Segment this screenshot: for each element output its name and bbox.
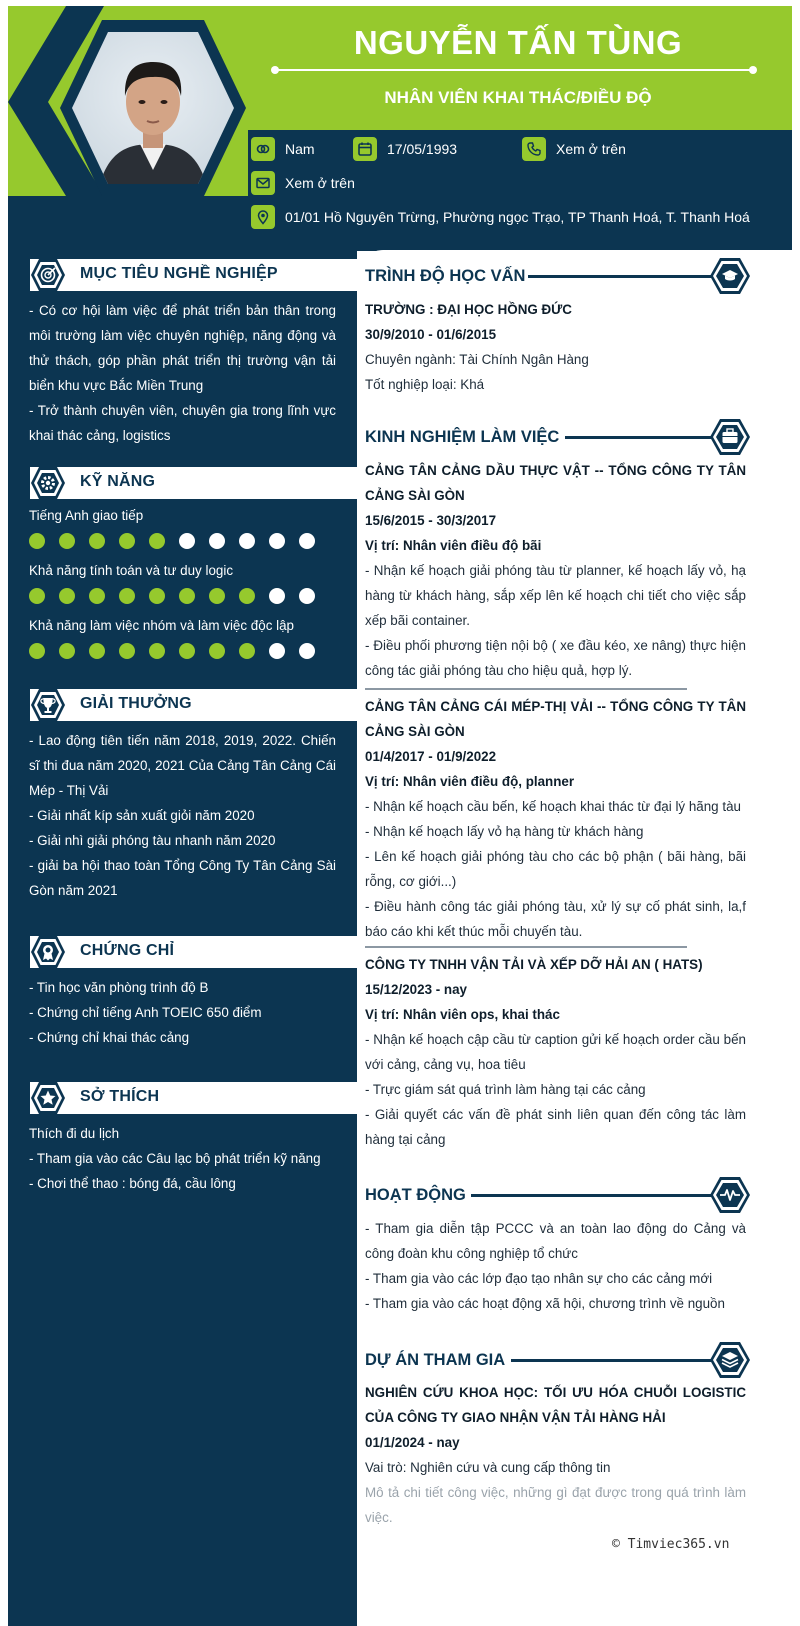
objective-line: - Có cơ hội làm việc để phát triển bản thân trong môi trường làm việc chuyên nghiệp, năng động và thử thách, góp phần phát triển thị trường vận tải biển khu vực Bắc Miền Trung	[29, 303, 336, 393]
job-position: Vị trí: Nhân viên điều độ, planner	[365, 774, 575, 789]
header-rule	[471, 1194, 713, 1197]
project-period: 01/1/2024 - nay	[365, 1435, 460, 1450]
certificate-line: - Chứng chỉ khai thác cảng	[29, 1030, 190, 1045]
skill-label: Tiếng Anh giao tiếp	[29, 508, 144, 523]
cv-page	[8, 6, 792, 1626]
job-duty: - Trực giám sát quá trình làm hàng tại các cảng	[365, 1082, 646, 1097]
section-header-objective	[30, 259, 357, 291]
skills-title: KỸ NĂNG	[80, 473, 156, 490]
skill-dot-filled	[179, 643, 195, 659]
section-header-activities	[365, 1177, 749, 1213]
calendar-icon	[353, 137, 377, 161]
skill-dot-filled	[89, 588, 105, 604]
section-header-skills	[30, 467, 357, 499]
job-duty: - Điều phối phương tiện nội bộ ( xe đầu kéo, xe nâng) thực hiện công tác giải phóng tàu cho hiệu quả, hợp lý.	[365, 638, 746, 678]
graduation-cap-icon	[709, 257, 751, 295]
skill-dot-filled	[59, 643, 75, 659]
briefcase-icon	[709, 418, 751, 456]
skill-dot-empty	[269, 588, 285, 604]
skill-dot-empty	[239, 533, 255, 549]
awards-text	[29, 728, 336, 903]
objective-line: - Trở thành chuyên viên, chuyên gia trong lĩnh vực khai thác cảng, logistics	[29, 403, 336, 443]
awards-title: GIẢI THƯỞNG	[80, 695, 192, 712]
activity-line: - Tham gia vào các lớp đạo tạo nhân sự cho các cảng mới	[365, 1271, 713, 1286]
skill-rating	[29, 588, 315, 604]
education-title: TRÌNH ĐỘ HỌC VẤN	[365, 267, 526, 285]
skill-dot-filled	[89, 643, 105, 659]
target-icon	[30, 257, 66, 293]
star-icon	[30, 1080, 66, 1116]
education-details	[365, 297, 746, 397]
certificates-text	[29, 975, 336, 1050]
projects-title: DỰ ÁN THAM GIA	[365, 1351, 506, 1369]
activities-text	[365, 1216, 746, 1316]
address-row	[251, 205, 750, 229]
education-grade: Tốt nghiệp loại: Khá	[365, 377, 485, 392]
job-entry	[365, 694, 746, 944]
job-separator	[365, 688, 687, 690]
skill-dot-empty	[209, 533, 225, 549]
activity-line: - Tham gia diễn tập PCCC và an toàn lao động do Cảng và công đoàn khu công nghiệp tổ chức	[365, 1221, 746, 1261]
education-period: 30/9/2010 - 01/6/2015	[365, 327, 497, 342]
certificate-line: - Tin học văn phòng trình độ B	[29, 980, 209, 995]
skill-dot-filled	[149, 588, 165, 604]
skill-dot-empty	[299, 588, 315, 604]
gender-row	[251, 137, 315, 161]
job-company: CẢNG TÂN CẢNG CÁI MÉP-THỊ VẢI -- TỔNG CÔNG TY TÂN CẢNG SÀI GÒN	[365, 699, 746, 739]
job-title: NHÂN VIÊN KHAI THÁC/ĐIỀU ĐỘ	[384, 88, 652, 107]
objective-title: MỤC TIÊU NGHỀ NGHIỆP	[80, 265, 278, 282]
experience-title: KINH NGHIỆM LÀM VIỆC	[365, 428, 560, 446]
project-name: NGHIÊN CỨU KHOA HỌC: TỐI ƯU HÓA CHUỖI LOGISTIC CỦA CÔNG TY GIAO NHẬN VẬN TẢI HÀNG HẢI	[365, 1385, 746, 1425]
address-value: 01/01 Hồ Nguyên Trừng, Phường ngọc Trạo, TP Thanh Hoá, T. Thanh Hoá	[285, 209, 750, 225]
header-rule	[565, 436, 713, 439]
skill-dot-filled	[89, 533, 105, 549]
skill-dot-empty	[299, 533, 315, 549]
skill-dot-filled	[59, 588, 75, 604]
phone-row	[522, 137, 626, 161]
skill-dot-filled	[119, 533, 135, 549]
job-entry	[365, 458, 746, 683]
job-duty: - Lên kế hoạch giải phóng tàu cho các bộ phận ( bãi hàng, bãi rỗng, cơ giới...)	[365, 849, 746, 889]
job-period: 15/12/2023 - nay	[365, 982, 467, 997]
award-line: - giải ba hội thao toàn Tổng Công Ty Tân Cảng Sài Gòn năm 2021	[29, 858, 336, 898]
project-description: Mô tả chi tiết công việc, những gì đạt được trong quá trình làm việc.	[365, 1485, 746, 1525]
header-rule	[511, 1359, 713, 1362]
skill-label: Khả năng làm việc nhóm và làm việc độc lập	[29, 618, 294, 633]
project-role: Vai trò: Nghiên cứu và cung cấp thông tin	[365, 1460, 611, 1475]
email-row	[251, 171, 355, 195]
section-header-education	[365, 258, 749, 294]
section-header-experience	[365, 419, 749, 455]
job-duty: - Điều hành công tác giải phóng tàu, xử lý sự cố phát sinh, la,f báo cáo khi kết thúc mỗi chuyến tàu.	[365, 899, 746, 939]
skill-rating	[29, 643, 315, 659]
skill-dot-filled	[239, 643, 255, 659]
skill-dot-filled	[149, 533, 165, 549]
gender-value: Nam	[285, 141, 315, 157]
gear-icon	[30, 465, 66, 501]
name-divider	[274, 69, 754, 71]
section-header-awards	[30, 689, 357, 721]
skill-dot-filled	[29, 643, 45, 659]
email-value: Xem ở trên	[285, 175, 355, 191]
hobbies-title: SỞ THÍCH	[80, 1088, 160, 1105]
job-period: 15/6/2015 - 30/3/2017	[365, 513, 497, 528]
skill-dot-filled	[209, 588, 225, 604]
skill-dot-filled	[119, 643, 135, 659]
phone-icon	[522, 137, 546, 161]
job-period: 01/4/2017 - 01/9/2022	[365, 749, 497, 764]
gender-icon	[251, 137, 275, 161]
candidate-name: NGUYỄN TẤN TÙNG	[353, 24, 683, 61]
school-name: TRƯỜNG : ĐẠI HỌC HỒNG ĐỨC	[365, 302, 572, 317]
layers-icon	[709, 1341, 751, 1379]
footer-watermark: © Timviec365.vn	[612, 1537, 730, 1552]
skill-dot-filled	[209, 643, 225, 659]
pulse-icon	[709, 1176, 751, 1214]
skill-dot-empty	[269, 533, 285, 549]
education-major: Chuyên ngành: Tài Chính Ngân Hàng	[365, 352, 589, 367]
certificate-line: - Chứng chỉ tiếng Anh TOEIC 650 điểm	[29, 1005, 262, 1020]
job-position: Vị trí: Nhân viên điều độ bãi	[365, 538, 542, 553]
trophy-icon	[30, 687, 66, 723]
job-duty: - Nhận kế hoạch lấy vỏ hạ hàng từ khách hàng	[365, 824, 644, 839]
birthday-row	[353, 137, 457, 161]
section-header-certificates	[30, 936, 357, 968]
award-line: - Lao động tiên tiến năm 2018, 2019, 2022. Chiến sĩ thi đua năm 2020, 2021 Của Cảng Tân Cảng Cái Mép - Thị Vải	[29, 733, 336, 798]
award-line: - Giải nhì giải phóng tàu nhanh năm 2020	[29, 833, 276, 848]
project-entry	[365, 1380, 746, 1530]
job-separator	[365, 946, 687, 948]
header-rule	[528, 275, 713, 278]
skill-dot-filled	[179, 588, 195, 604]
skill-dot-filled	[29, 588, 45, 604]
skill-dot-empty	[299, 643, 315, 659]
job-duty: - Giải quyết các vấn đề phát sinh liên quan đến công tác làm hàng tại cảng	[365, 1107, 746, 1147]
location-pin-icon	[251, 205, 275, 229]
skill-dot-filled	[149, 643, 165, 659]
job-position: Vị trí: Nhân viên ops, khai thác	[365, 1007, 560, 1022]
avatar	[28, 20, 264, 196]
skill-dot-empty	[179, 533, 195, 549]
hobby-line: Thích đi du lịch	[29, 1126, 120, 1141]
job-duty: - Nhận kế hoạch cập cầu từ caption gửi kế hoạch order cầu bến với cảng, cảng vụ, hoa tiêu	[365, 1032, 746, 1072]
skill-dot-filled	[239, 588, 255, 604]
objective-text	[29, 298, 336, 448]
skill-dot-filled	[59, 533, 75, 549]
section-header-hobbies	[30, 1082, 357, 1114]
skill-dot-filled	[119, 588, 135, 604]
award-line: - Giải nhất kíp sản xuất giỏi năm 2020	[29, 808, 255, 823]
job-company: CẢNG TÂN CẢNG DẦU THỰC VẬT -- TỔNG CÔNG TY TÂN CẢNG SÀI GÒN	[365, 463, 746, 503]
hobbies-text	[29, 1121, 336, 1196]
job-duty: - Nhận kế hoạch giải phóng tàu từ planner, kế hoạch lấy vỏ, hạ hàng từ khách hàng, sắp xếp lên kế hoạch chi tiết cho việc sắp xếp bãi container.	[365, 563, 746, 628]
certificates-title: CHỨNG CHỈ	[80, 942, 175, 959]
job-duty: - Nhận kế hoạch cầu bến, kế hoạch khai thác từ đại lý hãng tàu	[365, 799, 741, 814]
job-company: CÔNG TY TNHH VẬN TẢI VÀ XẾP DỠ HẢI AN ( HATS)	[365, 957, 703, 972]
email-icon	[251, 171, 275, 195]
skill-label: Khả năng tính toán và tư duy logic	[29, 563, 234, 578]
certificate-badge-icon	[30, 934, 66, 970]
activity-line: - Tham gia vào các hoạt động xã hội, chương trình về nguồn	[365, 1296, 725, 1311]
hobby-line: - Tham gia vào các Câu lạc bộ phát triển kỹ năng	[29, 1151, 321, 1166]
birthday-value: 17/05/1993	[387, 141, 458, 157]
section-header-projects	[365, 1342, 749, 1378]
skill-rating	[29, 533, 315, 549]
activities-title: HOẠT ĐỘNG	[365, 1186, 466, 1204]
hobby-line: - Chơi thể thao : bóng đá, cầu lông	[29, 1176, 236, 1191]
skill-dot-filled	[29, 533, 45, 549]
skill-dot-empty	[269, 643, 285, 659]
phone-value: Xem ở trên	[556, 141, 626, 157]
job-entry	[365, 952, 746, 1152]
